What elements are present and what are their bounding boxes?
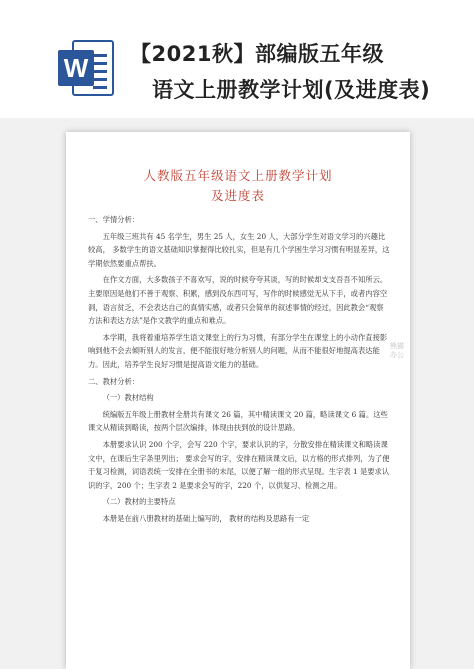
word-badge: W <box>58 50 94 86</box>
doc-paragraph: 二、教材分析： <box>88 376 140 386</box>
doc-paragraph: 在作文方面，大多数孩子不喜欢写，说的时候夸夸其谈，写的时候却支支吾吾不知所云。主要原因是他们不善于观察、积累，感到没东西可写，写作的时候感觉无从下手，或者内容空洞，语言贫乏，不会表达自己的真情实感，或者只会简单的叙述事情的经过，因此教会“观察方法和表达方法”是作文教学的重点和难点。 <box>88 275 388 326</box>
document-page <box>66 132 410 669</box>
page-title-line1: 【2021秋】部编版五年级 <box>130 42 384 66</box>
doc-paragraph: （一）教材结构 <box>102 393 154 403</box>
doc-paragraph: 本册是在前八册教材的基础上编写的， 教材的结构及思路有一定 <box>102 513 310 523</box>
doc-paragraph: 统编版五年级上册教材全册共有课文 26 篇，其中精读课文 20 篇，略读课文 6 篇。这些课文从精读到略读，按两个层次编排，体现由扶到放的设计思路。 <box>88 409 388 433</box>
doc-title-line2: 及进度表 <box>210 188 265 203</box>
doc-paragraph: 一、学情分析： <box>88 215 140 224</box>
doc-paragraph: 本册要求认识 200 个字，会写 220 个字，要求认识的字，分散安排在精读课文和略读课文中，在课后生字条里列出； 要求会写的字，安排在精读课文后，以方格的形式排列，为了便于复习检测，词语表统一安排在全册书的未尾，以便了解一组的形式呈现。生字表 1 是要求认识的字，200 个；生字表 2 是要求会写的字，220 个，以供复习、检测之用。 <box>88 439 390 490</box>
doc-paragraph: （二）教材的主要特点 <box>102 497 176 507</box>
doc-paragraph: 本学期，我将着重培养学生语文课堂上的行为习惯，有部分学生在课堂上的小动作直接影响到他不会去倾听别人的发言，便不能很好地分析别人的问题，从而不能很好地提高表达能力。因此，培养学生良好习惯是提高语文能力的基础。 <box>88 332 388 369</box>
doc-body <box>88 210 390 525</box>
watermark: 熊猫办公 <box>390 342 404 359</box>
page-title-line2: 语文上册教学计划(及进度表) <box>152 78 431 102</box>
word-document-icon <box>58 40 114 96</box>
document-preview-area <box>0 118 474 669</box>
doc-title-line1: 人教版五年级语文上册教学计划 <box>143 168 333 183</box>
header <box>0 0 474 120</box>
doc-paragraph: 五年级三班共有 45 名学生，男生 25 人，女生 20 人，大部分学生对语文学习的兴趣比较高， 多数学生的语文基础知识掌握得比较扎实，但是有几个学困生学习习惯有明显差异，这学期依然要重点帮扶。 <box>88 231 390 268</box>
